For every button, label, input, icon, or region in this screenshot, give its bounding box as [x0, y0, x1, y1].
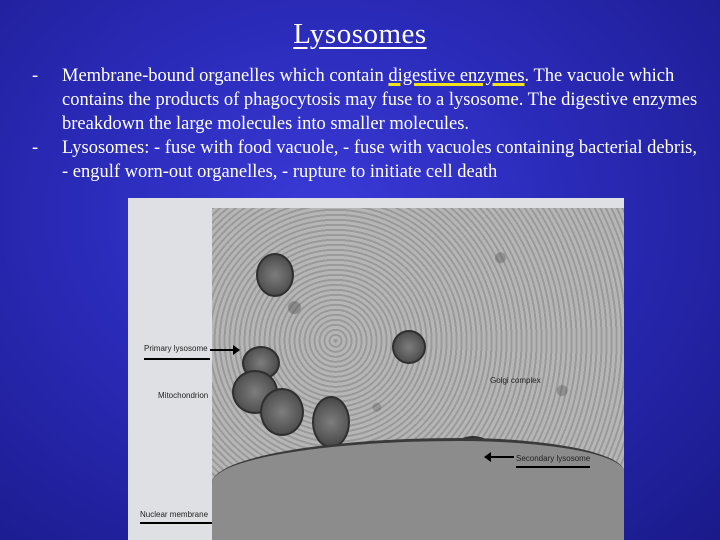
- electron-micrograph: [212, 208, 624, 540]
- organelle-mitochondrion: [256, 253, 294, 297]
- label-nuclear-membrane: Nuclear membrane: [140, 510, 209, 519]
- label-underline: [516, 466, 590, 468]
- label-mitochondrion: Mitochondrion: [158, 391, 209, 400]
- organelle-mitochondrion: [392, 330, 426, 364]
- bullet-text-before: Membrane-bound organelles which contain: [62, 66, 389, 86]
- label-secondary-lysosome: Secondary lysosome: [516, 454, 591, 463]
- organelle-mitochondrion: [312, 396, 350, 448]
- bullet-text: [62, 64, 702, 136]
- bullet-item: [32, 136, 702, 184]
- arrow-primary-lysosome: [210, 349, 234, 351]
- bullet-item: [32, 64, 702, 136]
- bullet-text: Lysosomes: - fuse with food vacuole, - fuse with vacuoles containing bacterial debris, - engulf worn-out organelles, - rupture to initiate cell death: [62, 138, 697, 182]
- bullet-dash: -: [32, 66, 39, 86]
- highlighted-term: digestive enzymes: [388, 66, 525, 86]
- bullet-dash: -: [32, 138, 39, 158]
- label-underline: [144, 358, 210, 360]
- label-golgi-complex: Golgi complex: [490, 376, 541, 385]
- slide-title: Lysosomes: [293, 18, 427, 50]
- organelle-mitochondrion: [260, 388, 304, 436]
- label-underline: [140, 522, 212, 524]
- arrow-secondary-lysosome: [490, 456, 514, 458]
- micrograph-figure: [128, 198, 624, 540]
- label-primary-lysosome: Primary lysosome: [144, 344, 208, 353]
- bullet-list: [32, 64, 702, 184]
- bullet-text-after: . The vacuole which contains the products of phagocytosis may fuse to a lysosome. The digestive enzymes breakdown the large molecules into smaller molecules.: [62, 66, 698, 134]
